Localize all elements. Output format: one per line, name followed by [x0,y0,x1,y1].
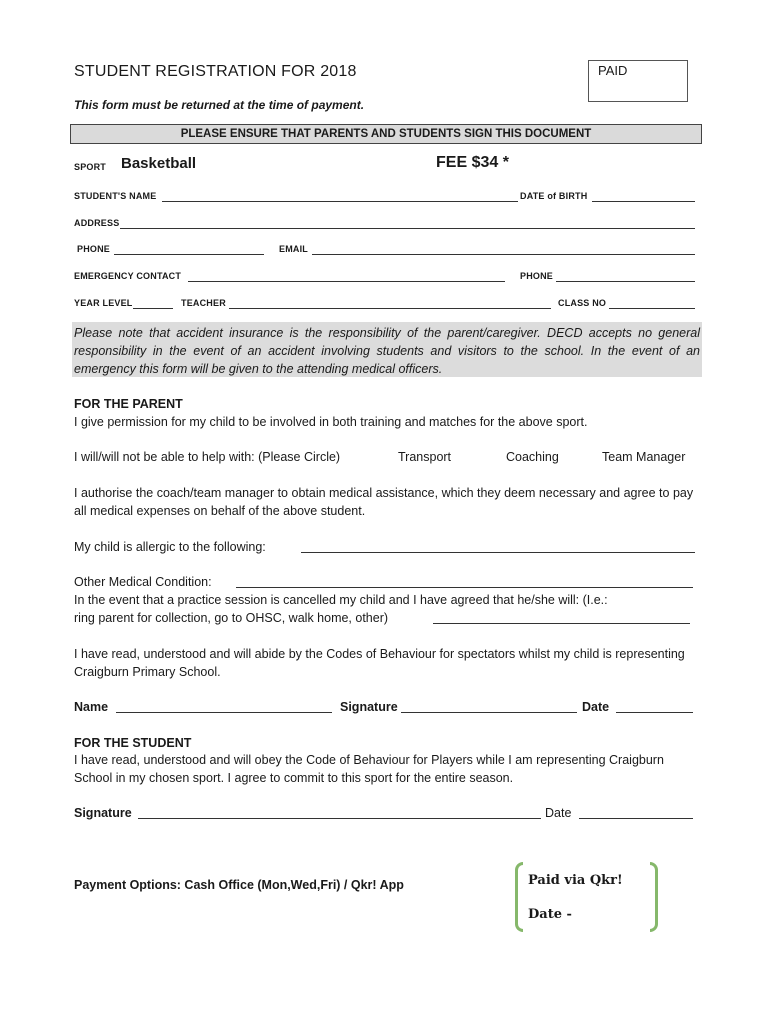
year-level-field[interactable] [133,308,173,309]
payment-date: Date - [528,907,572,922]
cancelled-field[interactable] [433,623,690,624]
phone-label: PHONE [77,244,111,254]
dob-label: DATE of BIRTH [520,191,588,201]
insurance-note: Please note that accident insurance is the responsibility of the parent/caregiver. DECD accepts no general responsibility in the event of an accident involving students and visitors to the school. In the event of an emergency this form will be given to the attending medical officers. [72,322,702,377]
teacher-field[interactable] [229,308,551,309]
allergic-field[interactable] [301,552,695,553]
form-subtitle: This form must be returned at the time of payment. [74,98,365,112]
email-field[interactable] [312,254,695,255]
address-field[interactable] [120,228,695,229]
student-name-field[interactable] [162,201,518,202]
parent-permission: I give permission for my child to be involved in both training and matches for the above sport. [74,415,588,429]
bracket-right [650,862,658,932]
parent-date-field[interactable] [616,712,693,713]
help-text: I will/will not be able to help with: (Please Circle) [74,450,341,464]
allergic-label: My child is allergic to the following: [74,540,266,554]
other-medical-field[interactable] [236,587,693,588]
cancelled-text-1: In the event that a practice session is cancelled my child and I have agreed that he/she will: (I.e.: [74,593,608,607]
address-label: ADDRESS [74,218,120,228]
parent-name-field[interactable] [116,712,332,713]
help-option-transport[interactable]: Transport [398,450,452,464]
class-no-label: CLASS NO [558,298,607,308]
other-medical-label: Other Medical Condition: [74,575,212,589]
payment-options: Payment Options: Cash Office (Mon,Wed,Fri) / Qkr! App [74,878,404,892]
class-no-field[interactable] [609,308,695,309]
parent-date-label: Date [582,700,610,714]
sign-banner: PLEASE ENSURE THAT PARENTS AND STUDENTS SIGN THIS DOCUMENT [70,124,702,144]
parent-heading: FOR THE PARENT [74,397,183,411]
parent-signature-field[interactable] [401,712,577,713]
help-option-coaching[interactable]: Coaching [506,450,559,464]
phone2-field[interactable] [556,281,695,282]
year-level-label: YEAR LEVEL [74,298,133,308]
sport-label: SPORT [74,162,107,172]
student-name-label: STUDENT'S NAME [74,191,157,201]
student-text: I have read, understood and will obey the Code of Behaviour for Players while I am representing Craigburn School in my chosen sport. I agree to commit to this sport for the entire season. [74,753,664,785]
email-label: EMAIL [279,244,308,254]
cancelled-text-2: ring parent for collection, go to OHSC, walk home, other) [74,611,389,625]
paid-box [588,60,688,102]
bracket-left [515,862,523,932]
student-date-field[interactable] [579,818,693,819]
form-title: STUDENT REGISTRATION FOR 2018 [74,63,357,80]
paid-label: PAID [598,63,628,78]
codes-text: I have read, understood and will abide by the Codes of Behaviour for spectators whilst my child is representing Craigburn Primary School. [74,647,685,679]
teacher-label: TEACHER [181,298,226,308]
phone2-label: PHONE [520,271,554,281]
student-signature-field[interactable] [138,818,541,819]
student-date-label: Date [545,806,572,820]
dob-field[interactable] [592,201,695,202]
emergency-contact-field[interactable] [188,281,505,282]
phone-field[interactable] [114,254,264,255]
emergency-contact-label: EMERGENCY CONTACT [74,271,182,281]
paid-via-qkr: Paid via Qkr! [528,873,623,888]
parent-signature-label: Signature [340,700,398,714]
help-option-team-manager[interactable]: Team Manager [602,450,686,464]
parent-name-label: Name [74,700,109,714]
fee-label: FEE $34 * [436,154,509,171]
student-signature-label: Signature [74,806,132,820]
student-heading: FOR THE STUDENT [74,736,192,750]
authorise-text: I authorise the coach/team manager to obtain medical assistance, which they deem necessary and agree to pay all medical expenses on behalf of the above student. [74,486,694,518]
sport-value: Basketball [121,155,197,172]
